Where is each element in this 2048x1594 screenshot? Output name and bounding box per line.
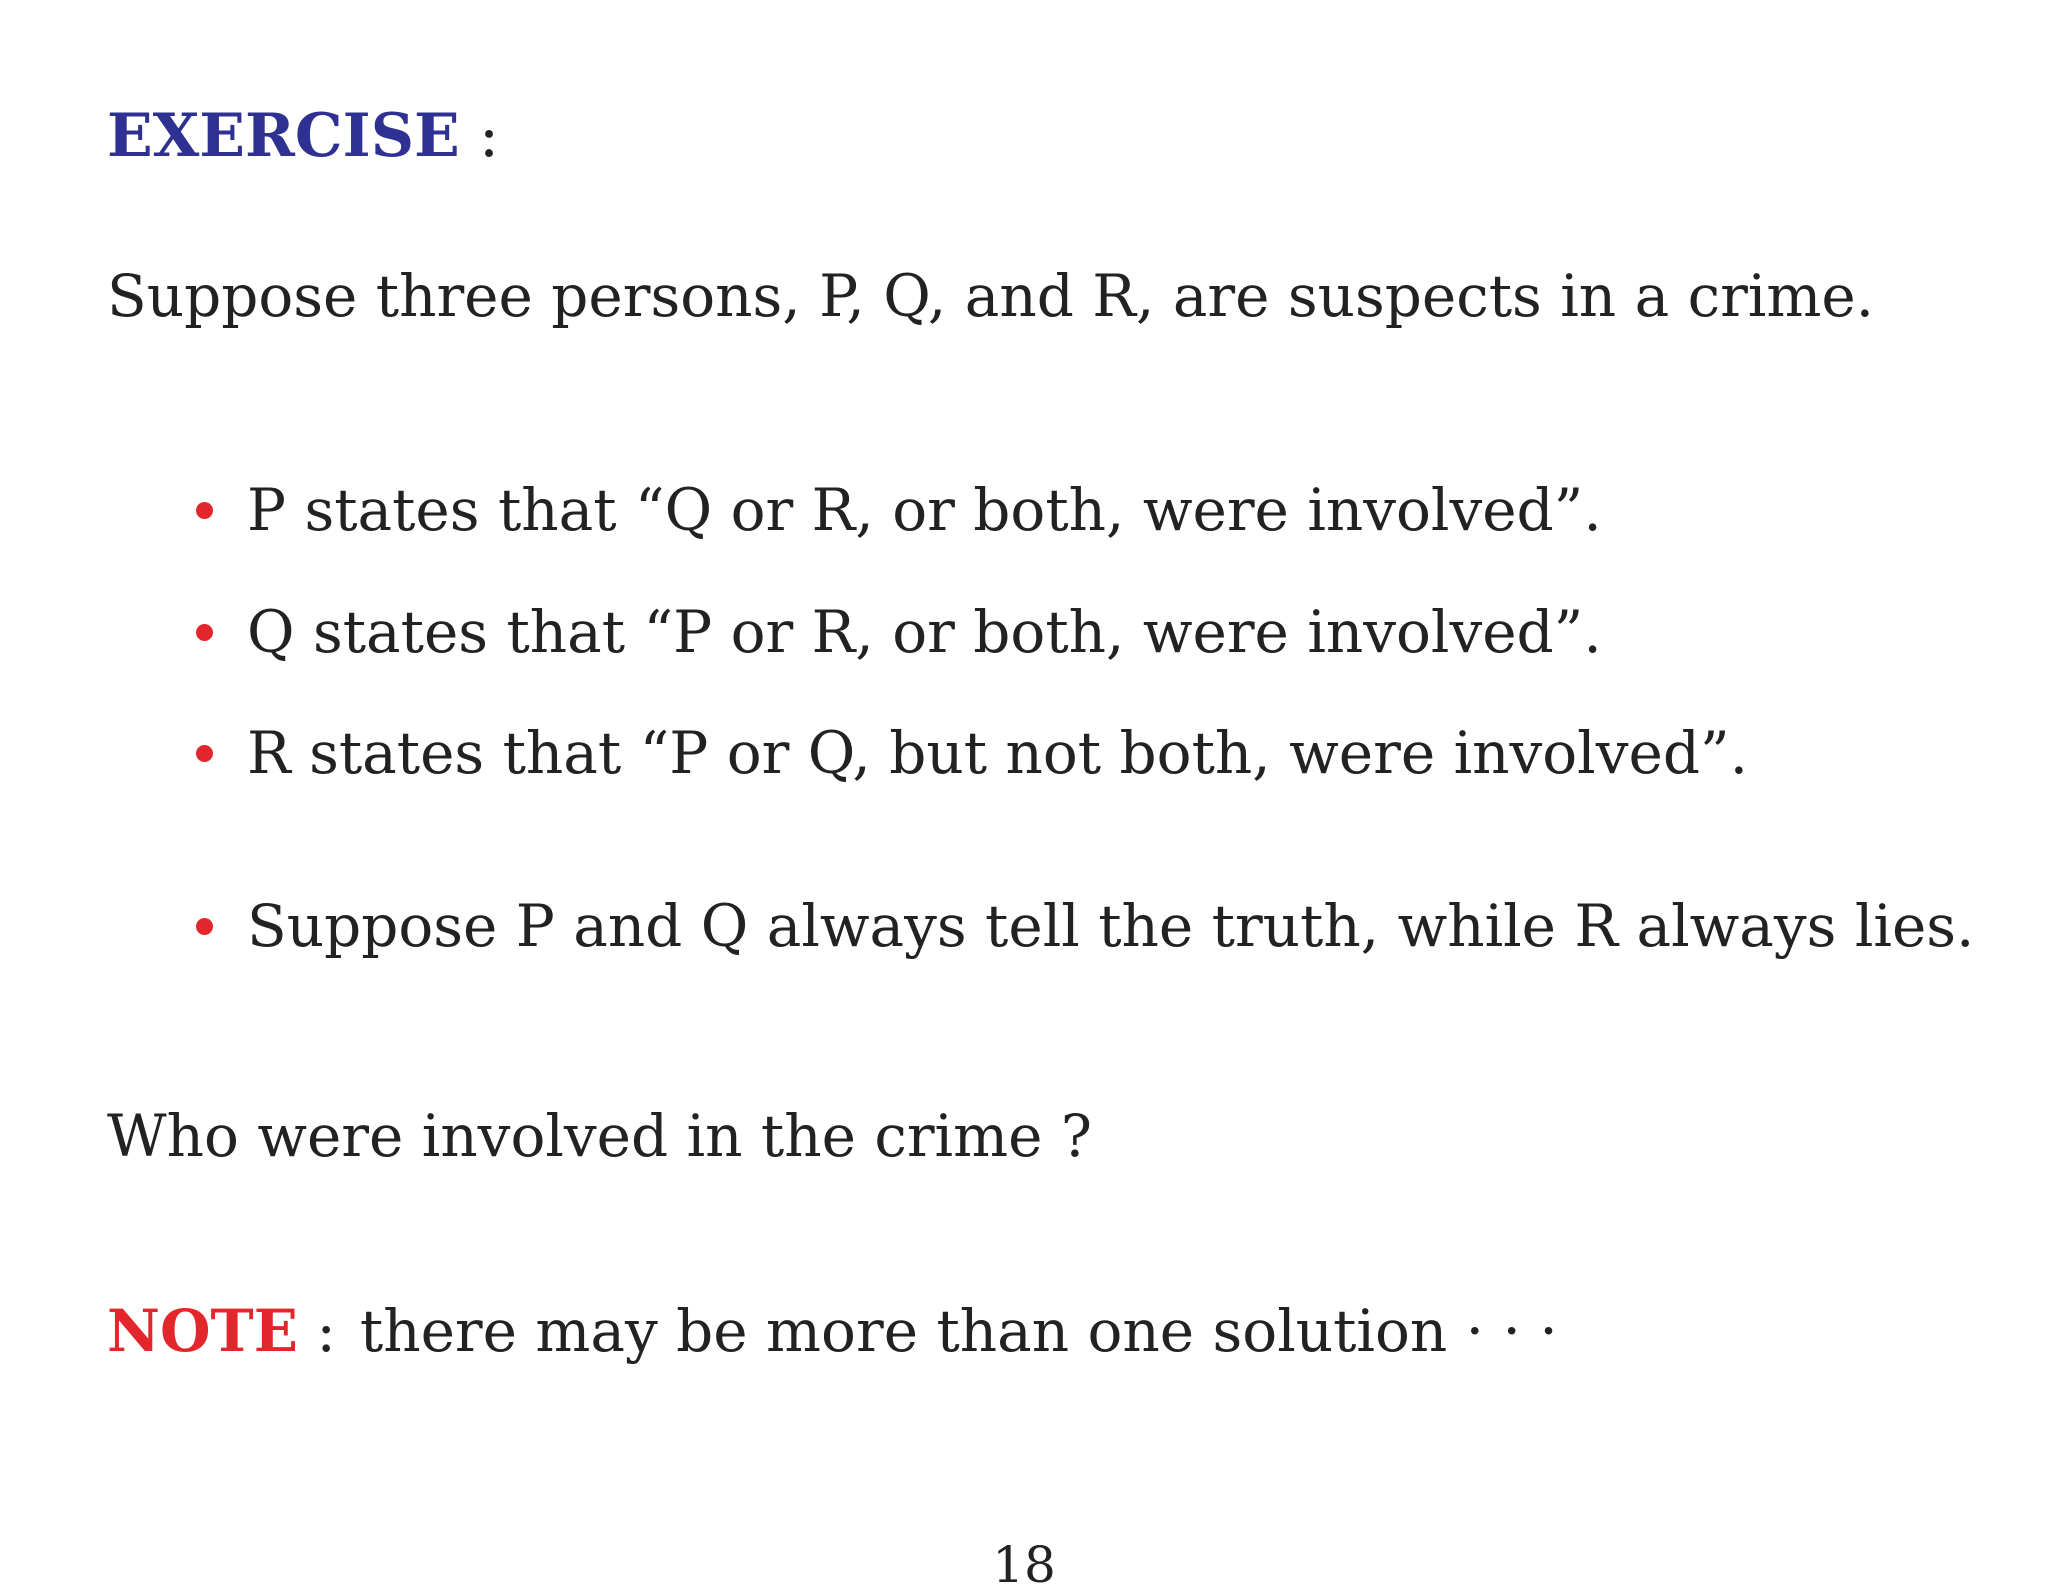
assumption-text: Suppose P and Q always tell the truth, while R always lies.	[247, 892, 1975, 960]
exercise-separator: :	[459, 101, 500, 171]
note-label: NOTE	[107, 1297, 298, 1365]
list-item	[196, 892, 1975, 960]
list-item	[196, 598, 1602, 666]
list-item	[196, 719, 1749, 787]
statement-r: R states that “P or Q, but not both, were involved”.	[247, 719, 1749, 787]
bullet-dot-icon	[196, 502, 213, 519]
question-text: Who were involved in the crime ?	[107, 1102, 1092, 1170]
bullet-dot-icon	[196, 745, 213, 762]
statement-p: P states that “Q or R, or both, were involved”.	[247, 476, 1602, 544]
note-line	[107, 1297, 1558, 1365]
page-number: 18	[992, 1536, 1056, 1594]
note-separator: :	[297, 1297, 336, 1365]
bullet-dot-icon	[196, 624, 213, 641]
statement-q: Q states that “P or R, or both, were involved”.	[247, 598, 1602, 666]
bullet-dot-icon	[196, 918, 213, 935]
exercise-label: EXERCISE	[107, 101, 460, 171]
intro-text: Suppose three persons, P, Q, and R, are suspects in a crime.	[107, 262, 1875, 330]
list-item	[196, 476, 1602, 544]
note-text: there may be more than one solution · · ·	[359, 1297, 1558, 1365]
